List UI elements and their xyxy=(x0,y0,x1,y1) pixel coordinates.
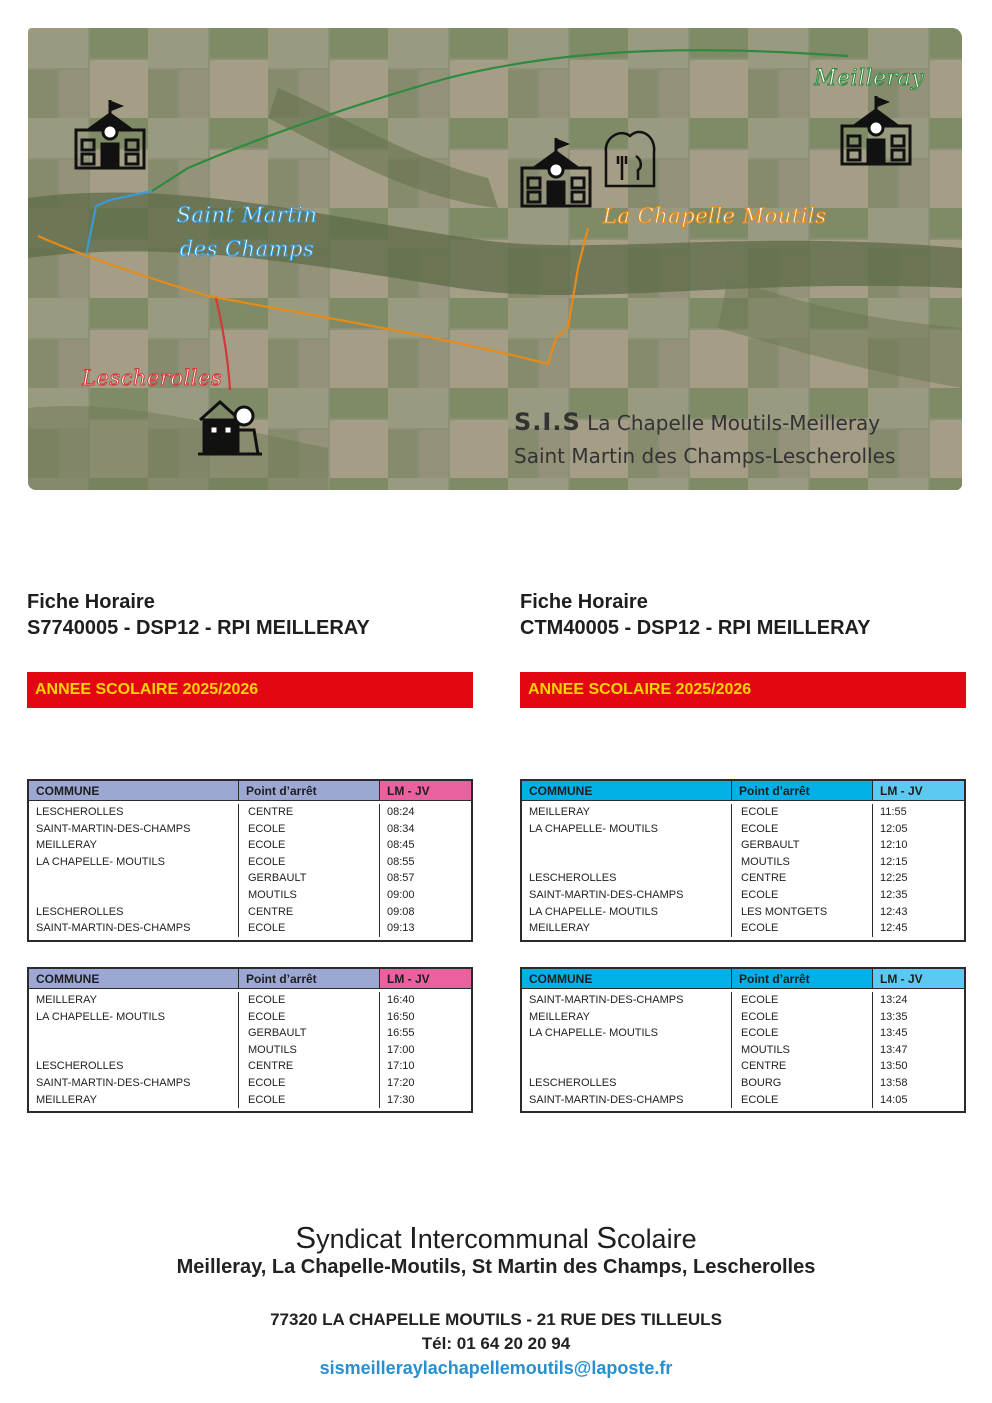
commune-cell: MEILLERAY xyxy=(36,994,97,1006)
fiche-title-left-line2: S7740005 - DSP12 - RPI MEILLERAY xyxy=(27,617,370,639)
time-cell: 13:58 xyxy=(880,1076,908,1089)
commune-cell: SAINT-MARTIN-DES-CHAMPS xyxy=(529,888,684,901)
timetable-left-afternoon xyxy=(27,967,473,1113)
organization-name: Syndicat Intercommunal Scolaire xyxy=(295,1220,697,1255)
stop-cell: MOUTILS xyxy=(248,888,297,901)
time-cell: 08:24 xyxy=(387,806,415,818)
school-year-banner-left: ANNEE SCOLAIRE 2025/2026 xyxy=(27,672,473,708)
stop-cell: ECOLE xyxy=(248,922,286,935)
timetable-body xyxy=(522,801,964,940)
time-cell: 17:20 xyxy=(387,1076,415,1089)
header-point-arret: Point d’arrêt xyxy=(239,781,380,800)
commune-cell: LESCHEROLLES xyxy=(529,872,617,885)
commune-cell xyxy=(36,1042,238,1059)
commune-cell: SAINT-MARTIN-DES-CHAMPS xyxy=(36,922,191,935)
stop-cell: ECOLE xyxy=(248,1010,286,1023)
sis-caption-line2: Saint Martin des Champs-Lescherolles xyxy=(514,444,896,468)
commune-cell: LESCHEROLLES xyxy=(529,1076,617,1089)
commune-cell: SAINT-MARTIN-DES-CHAMPS xyxy=(529,1093,684,1106)
fiche-title-right xyxy=(520,589,966,641)
stop-cell: ECOLE xyxy=(741,1010,779,1023)
time-cell: 09:13 xyxy=(387,922,415,935)
time-cell: 08:34 xyxy=(387,822,415,835)
map-label-chapelle: La Chapelle Moutils xyxy=(603,204,827,228)
aerial-map xyxy=(28,28,962,490)
timetable-right-midday xyxy=(520,779,966,942)
header-commune: COMMUNE xyxy=(522,781,732,800)
commune-cell: SAINT-MARTIN-DES-CHAMPS xyxy=(36,822,191,835)
time-cell: 08:45 xyxy=(387,839,415,852)
commune-cell: SAINT-MARTIN-DES-CHAMPS xyxy=(36,1076,191,1089)
time-cell: 13:35 xyxy=(880,1010,908,1023)
time-cell: 12:43 xyxy=(880,905,908,918)
commune-cell: LESCHEROLLES xyxy=(36,806,124,818)
postal-address: 77320 LA CHAPELLE MOUTILS - 21 RUE DES TILLEULS xyxy=(270,1310,722,1329)
map-label-lescherolles: Lescherolles xyxy=(82,366,223,390)
member-communes: Meilleray, La Chapelle-Moutils, St Martin des Champs, Lescherolles xyxy=(176,1256,816,1278)
time-cell: 08:57 xyxy=(387,872,415,885)
stop-cell: MOUTILS xyxy=(248,1043,297,1056)
stop-cell: GERBAULT xyxy=(248,1027,307,1040)
stop-cell: ECOLE xyxy=(741,994,779,1006)
commune-cell: LA CHAPELLE- MOUTILS xyxy=(36,1010,165,1023)
stop-cell: ECOLE xyxy=(248,822,286,835)
time-cell: 17:00 xyxy=(387,1043,415,1056)
stop-cell: ECOLE xyxy=(248,855,286,868)
header-days: LM - JV xyxy=(873,781,964,800)
timetable-header xyxy=(522,781,964,801)
map-label-meilleray: Meilleray xyxy=(814,66,925,91)
header-commune: COMMUNE xyxy=(522,969,732,988)
timetable-header xyxy=(522,969,964,989)
header-commune: COMMUNE xyxy=(29,969,239,988)
commune-cell: LA CHAPELLE- MOUTILS xyxy=(36,855,165,868)
header-point-arret: Point d’arrêt xyxy=(239,969,380,988)
stop-cell: ECOLE xyxy=(741,922,779,935)
commune-cell: MEILLERAY xyxy=(36,839,97,852)
time-cell: 14:05 xyxy=(880,1093,908,1106)
time-cell: 13:24 xyxy=(880,994,908,1006)
commune-cell: MEILLERAY xyxy=(36,1093,97,1106)
commune-cell: MEILLERAY xyxy=(529,806,590,818)
commune-cell xyxy=(529,1042,731,1059)
timetable-body xyxy=(29,989,471,1111)
fiche-title-right-line2: CTM40005 - DSP12 - RPI MEILLERAY xyxy=(520,617,871,639)
stop-cell: ECOLE xyxy=(248,1076,286,1089)
time-cell: 08:55 xyxy=(387,855,415,868)
stop-cell: ECOLE xyxy=(248,1093,286,1106)
commune-cell: LA CHAPELLE- MOUTILS xyxy=(529,1027,658,1040)
header-commune: COMMUNE xyxy=(29,781,239,800)
commune-cell: LA CHAPELLE- MOUTILS xyxy=(529,905,658,918)
time-cell: 16:50 xyxy=(387,1010,415,1023)
header-days: LM - JV xyxy=(380,781,471,800)
fiche-title-left xyxy=(27,589,473,641)
header-days: LM - JV xyxy=(873,969,964,988)
timetable-body xyxy=(29,801,471,940)
stop-cell: MOUTILS xyxy=(741,855,790,868)
timetable-left-morning xyxy=(27,779,473,942)
stop-cell: LES MONTGETS xyxy=(741,905,828,918)
commune-cell: LESCHEROLLES xyxy=(36,905,124,918)
commune-cell xyxy=(529,837,731,854)
time-cell: 13:45 xyxy=(880,1027,908,1040)
stop-cell: BOURG xyxy=(741,1076,782,1089)
stop-cell: CENTRE xyxy=(248,806,294,818)
time-cell: 11:55 xyxy=(880,806,907,818)
time-cell: 12:10 xyxy=(880,839,908,852)
map-label-saint-martin: Saint Martin des Champs xyxy=(176,203,318,261)
stop-cell: ECOLE xyxy=(248,839,286,852)
sis-caption-line1: La Chapelle Moutils-Meilleray xyxy=(587,411,881,435)
commune-cell: LESCHEROLLES xyxy=(36,1060,124,1073)
fiche-title-right-line1: Fiche Horaire xyxy=(520,591,648,613)
timetable-body xyxy=(522,989,964,1111)
commune-cell xyxy=(529,854,731,871)
commune-cell: MEILLERAY xyxy=(529,922,590,935)
time-cell: 12:25 xyxy=(880,872,908,885)
commune-cell xyxy=(36,870,238,887)
time-cell: 12:45 xyxy=(880,922,908,935)
stop-cell: ECOLE xyxy=(248,994,286,1006)
time-cell: 17:10 xyxy=(387,1060,415,1073)
stop-cell: GERBAULT xyxy=(741,839,800,852)
time-cell: 12:35 xyxy=(880,888,908,901)
time-cell: 13:50 xyxy=(880,1060,908,1073)
stop-cell: CENTRE xyxy=(248,1060,294,1073)
time-cell: 09:00 xyxy=(387,888,415,901)
header-point-arret: Point d’arrêt xyxy=(732,969,873,988)
stop-cell: ECOLE xyxy=(741,822,779,835)
timetable-right-afternoon xyxy=(520,967,966,1113)
time-cell: 17:30 xyxy=(387,1093,415,1106)
commune-cell: SAINT-MARTIN-DES-CHAMPS xyxy=(529,994,684,1006)
time-cell: 16:40 xyxy=(387,994,415,1006)
time-cell: 13:47 xyxy=(880,1043,908,1056)
stop-cell: ECOLE xyxy=(741,888,779,901)
commune-cell xyxy=(529,1058,731,1075)
commune-cell: MEILLERAY xyxy=(529,1010,590,1023)
time-cell: 12:15 xyxy=(880,855,908,868)
sis-caption xyxy=(514,408,895,468)
stop-cell: CENTRE xyxy=(248,905,294,918)
phone-number: Tél: 01 64 20 20 94 xyxy=(421,1334,571,1353)
fiche-title-left-line1: Fiche Horaire xyxy=(27,591,155,613)
stop-cell: MOUTILS xyxy=(741,1043,790,1056)
time-cell: 09:08 xyxy=(387,905,415,918)
sis-abbreviation: S.I.S xyxy=(514,408,581,436)
time-cell: 16:55 xyxy=(387,1027,415,1040)
header-point-arret: Point d’arrêt xyxy=(732,781,873,800)
stop-cell: ECOLE xyxy=(741,806,779,818)
timetable-header xyxy=(29,969,471,989)
stop-cell: ECOLE xyxy=(741,1027,779,1040)
commune-cell xyxy=(36,1025,238,1042)
timetable-header xyxy=(29,781,471,801)
time-cell: 12:05 xyxy=(880,822,908,835)
stop-cell: GERBAULT xyxy=(248,872,307,885)
commune-cell: LA CHAPELLE- MOUTILS xyxy=(529,822,658,835)
school-year-banner-right: ANNEE SCOLAIRE 2025/2026 xyxy=(520,672,966,708)
email-link[interactable]: sismeilleraylachapellemoutils@laposte.fr xyxy=(319,1358,673,1378)
commune-cell xyxy=(36,887,238,904)
header-days: LM - JV xyxy=(380,969,471,988)
stop-cell: CENTRE xyxy=(741,1060,787,1073)
stop-cell: CENTRE xyxy=(741,872,787,885)
stop-cell: ECOLE xyxy=(741,1093,779,1106)
